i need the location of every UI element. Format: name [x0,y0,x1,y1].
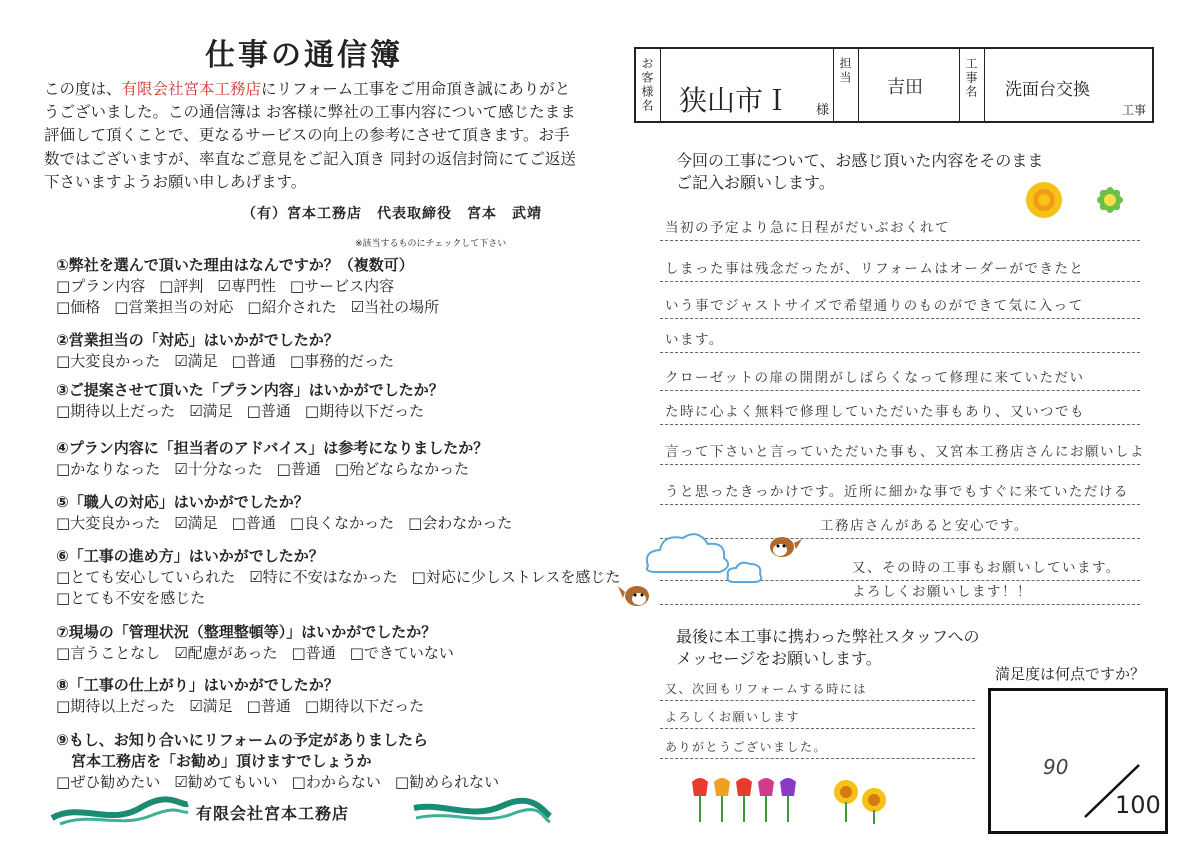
ruled-line [660,424,1140,425]
option-checkbox[interactable]: □ 期待以上だった [56,697,175,715]
ruled-line [660,728,975,729]
option-checkbox[interactable]: □ 営業担当の対応 [114,298,233,316]
option-checkbox[interactable]: □ 大変良かった [56,514,160,532]
ruled-line [660,758,975,759]
tulip-decoration-icon [688,774,908,824]
option-checkbox[interactable]: □ 事務的だった [290,352,394,370]
question-6 [56,546,621,609]
question-text: ⑨もし、お知り合いにリフォームの予定がありましたら 宮本工務店を「お勧め」頂けますでしょうか [56,731,428,770]
option-checkbox[interactable]: ☑ 配慮があった [174,644,277,662]
question-text: ①弊社を選んで頂いた理由はなんですか？（複数可） [56,256,414,274]
comment-line: た時に心よく無料で修理していただいた事もあり、又いつでも [665,404,1085,420]
cloud-icon [638,526,768,586]
flower-decoration-icon [1022,178,1142,222]
check-note: ※該当するものにチェックして下さい [355,239,507,249]
option-checkbox[interactable]: □ とても不安を感じた [56,589,205,607]
option-checkbox[interactable]: □ 普通 [247,697,291,715]
option-checkbox[interactable]: ☑ 当社の場所 [351,298,439,316]
option-checkbox[interactable]: ☑ 満足 [189,402,232,420]
satisfaction-label: 満足度は何点ですか？ [995,665,1146,683]
comment-line: しまった事は残念だったが、リフォームはオーダーができたと [665,261,1085,277]
question-text: ⑦現場の「管理状況（整理整頓等）」はいかがでしたか？ [56,623,437,641]
question-3 [56,380,556,422]
ruled-line [660,604,1140,605]
bird-icon-2 [617,580,657,610]
option-checkbox[interactable]: □ 普通 [292,644,336,662]
option-checkbox[interactable]: □ 紹介された [247,298,336,316]
question-text: ⑧「工事の仕上がり」はいかがでしたか？ [56,676,339,694]
option-row [56,513,556,534]
satisfaction-max: 100 [1115,791,1161,819]
option-checkbox[interactable]: □ 殆どならなかった [335,460,469,478]
comment-line: 又、その時の工事もお願いしています。 [852,560,1121,576]
staff-cell [859,49,960,121]
option-checkbox[interactable]: ☑ 満足 [174,514,217,532]
option-row [56,276,556,297]
option-checkbox[interactable]: □ ぜひ勧めたい [56,773,160,791]
option-checkbox[interactable]: □ 評判 [159,277,203,295]
question-9 [56,730,556,793]
option-checkbox[interactable]: □ わからない [292,773,381,791]
option-checkbox[interactable]: □ プラン内容 [56,277,145,295]
option-checkbox[interactable]: □ 期待以下だった [305,402,424,420]
option-row [56,351,556,372]
question-5 [56,492,556,534]
question-2 [56,330,556,372]
comment-prompt: 今回の工事について、お感じ頂いた内容をそのまま ご記入お願いします。 [676,151,1044,192]
question-text: ②営業担当の「対応」はいかがでしたか？ [56,331,339,349]
bird-icon [764,531,804,561]
intro-body: にリフォーム工事をご用命頂き誠にありがとうございました。この通信簿は お客様に弊社の工事内容について感じたまま評価して頂くことで、更なるサービスの向上の参考にさせて頂きます。お手数ではございますが、率直なご意見をご記入頂き 同封の返信封筒にてご返送下さいますようお願い申しあげます。 [44,80,576,191]
option-checkbox[interactable]: □ できていない [350,644,454,662]
question-text: ⑤「職人の対応」はいかがでしたか？ [56,493,309,511]
question-text: ④プラン内容に「担当者のアドバイス」は参考になりましたか？ [56,439,489,457]
customer-suffix: 様 [815,103,829,118]
option-checkbox[interactable]: □ サービス内容 [290,277,394,295]
option-row [56,588,556,609]
wave-decoration-left [50,796,190,826]
option-checkbox[interactable]: □ 普通 [232,514,276,532]
staff-label: 担当 [838,57,852,85]
question-1 [56,255,556,318]
question-7 [56,622,556,664]
comment-line: うと思ったきっかけです。近所に細かな事でもすぐに来ていただける [665,484,1129,500]
question-8 [56,675,556,717]
option-checkbox[interactable]: □ 会わなかった [408,514,512,532]
option-checkbox[interactable]: □ 良くなかった [290,514,394,532]
option-checkbox[interactable]: □ 期待以下だった [305,697,424,715]
question-text: ③ご提案させて頂いた「プラン内容」はいかがでしたか？ [56,381,444,399]
staff-label-cell [834,49,859,121]
option-row [56,401,556,422]
option-checkbox[interactable]: ☑ 勧めてもいい [174,773,277,791]
comment-line: 工務店さんがあると安心です。 [820,518,1029,534]
ruled-line [660,504,1140,505]
option-checkbox[interactable]: □ かなりなった [56,460,160,478]
option-checkbox[interactable]: □ 勧められない [395,773,499,791]
option-checkbox[interactable]: ☑ 専門性 [217,277,275,295]
option-checkbox[interactable]: □ 対応に少しストレスを感じた [412,568,621,586]
work-name: 洗面台交換 [1005,80,1090,100]
option-row [56,696,556,717]
ruled-line [660,390,1140,391]
message-prompt: 最後に本工事に携わった弊社スタッフへの メッセージをお願いします。 [676,627,980,668]
option-checkbox[interactable]: □ 価格 [56,298,100,316]
question-text: ⑥「工事の進め方」はいかがでしたか？ [56,547,324,565]
option-row [56,772,556,793]
message-line: よろしくお願いします [665,710,801,724]
ruled-line [660,352,1140,353]
option-checkbox[interactable]: □ 期待以上だった [56,402,175,420]
comment-line: います。 [665,332,724,348]
work-label: 工事名 [964,57,978,99]
option-checkbox[interactable]: □ とても安心していられた [56,568,235,586]
work-label-cell [960,49,985,121]
option-row [56,297,556,318]
option-row [56,643,556,664]
comment-line: 当初の予定より急に日程がだいぶおくれて [665,220,950,236]
message-line: 又、次回もリフォームする時には [665,682,867,696]
header-table [634,47,1154,123]
ruled-line [660,318,1140,319]
staff-name: 吉田 [887,77,923,98]
comment-line: いう事でジャストサイズで希望通りのものができて気に入って [665,298,1084,314]
customer-name: 狭山市Ｉ [679,84,792,117]
option-checkbox[interactable]: □ 普通 [277,460,321,478]
option-checkbox[interactable]: □ 普通 [232,352,276,370]
wave-decoration-right [412,796,552,826]
ruled-line [660,240,1140,241]
footer-company: 有限会社宮本工務店 [196,804,350,823]
signature: （有）宮本工務店 代表取締役 宮本 武靖 [242,206,542,222]
question-4 [56,438,556,480]
option-checkbox[interactable]: □ 大変良かった [56,352,160,370]
customer-label-cell [636,49,661,121]
satisfaction-box [988,688,1168,834]
ruled-line [660,700,975,701]
ruled-line [660,464,1140,465]
work-cell [985,49,1152,121]
customer-cell [661,49,834,121]
option-row [56,567,621,588]
option-row [56,459,556,480]
comment-line: 言って下さいと言っていただいた事も、又宮本工務店さんにお願いしよ [665,444,1145,460]
comment-line: クローゼットの扉の開閉がしばらくなって修理に来ていただい [665,370,1085,386]
page-title: 仕事の通信簿 [205,38,403,73]
option-checkbox[interactable]: ☑ 満足 [189,697,232,715]
ruled-line [660,281,1140,282]
satisfaction-score: 90 [1043,755,1069,779]
option-checkbox[interactable]: ☑ 特に不安はなかった [249,568,397,586]
intro-company: 有限会社宮本工務店 [121,80,262,98]
intro-text [44,78,584,194]
option-checkbox[interactable]: ☑ 十分なった [174,460,262,478]
option-checkbox[interactable]: □ 普通 [247,402,291,420]
option-checkbox[interactable]: □ 言うことなし [56,644,160,662]
message-line: ありがとうございました。 [665,740,828,754]
customer-label: お客様名 [640,57,654,113]
option-checkbox[interactable]: ☑ 満足 [174,352,217,370]
work-suffix: 工事 [1121,103,1146,117]
comment-line: よろしくお願いします！！ [852,584,1032,600]
intro-prefix: この度は、 [44,80,122,98]
